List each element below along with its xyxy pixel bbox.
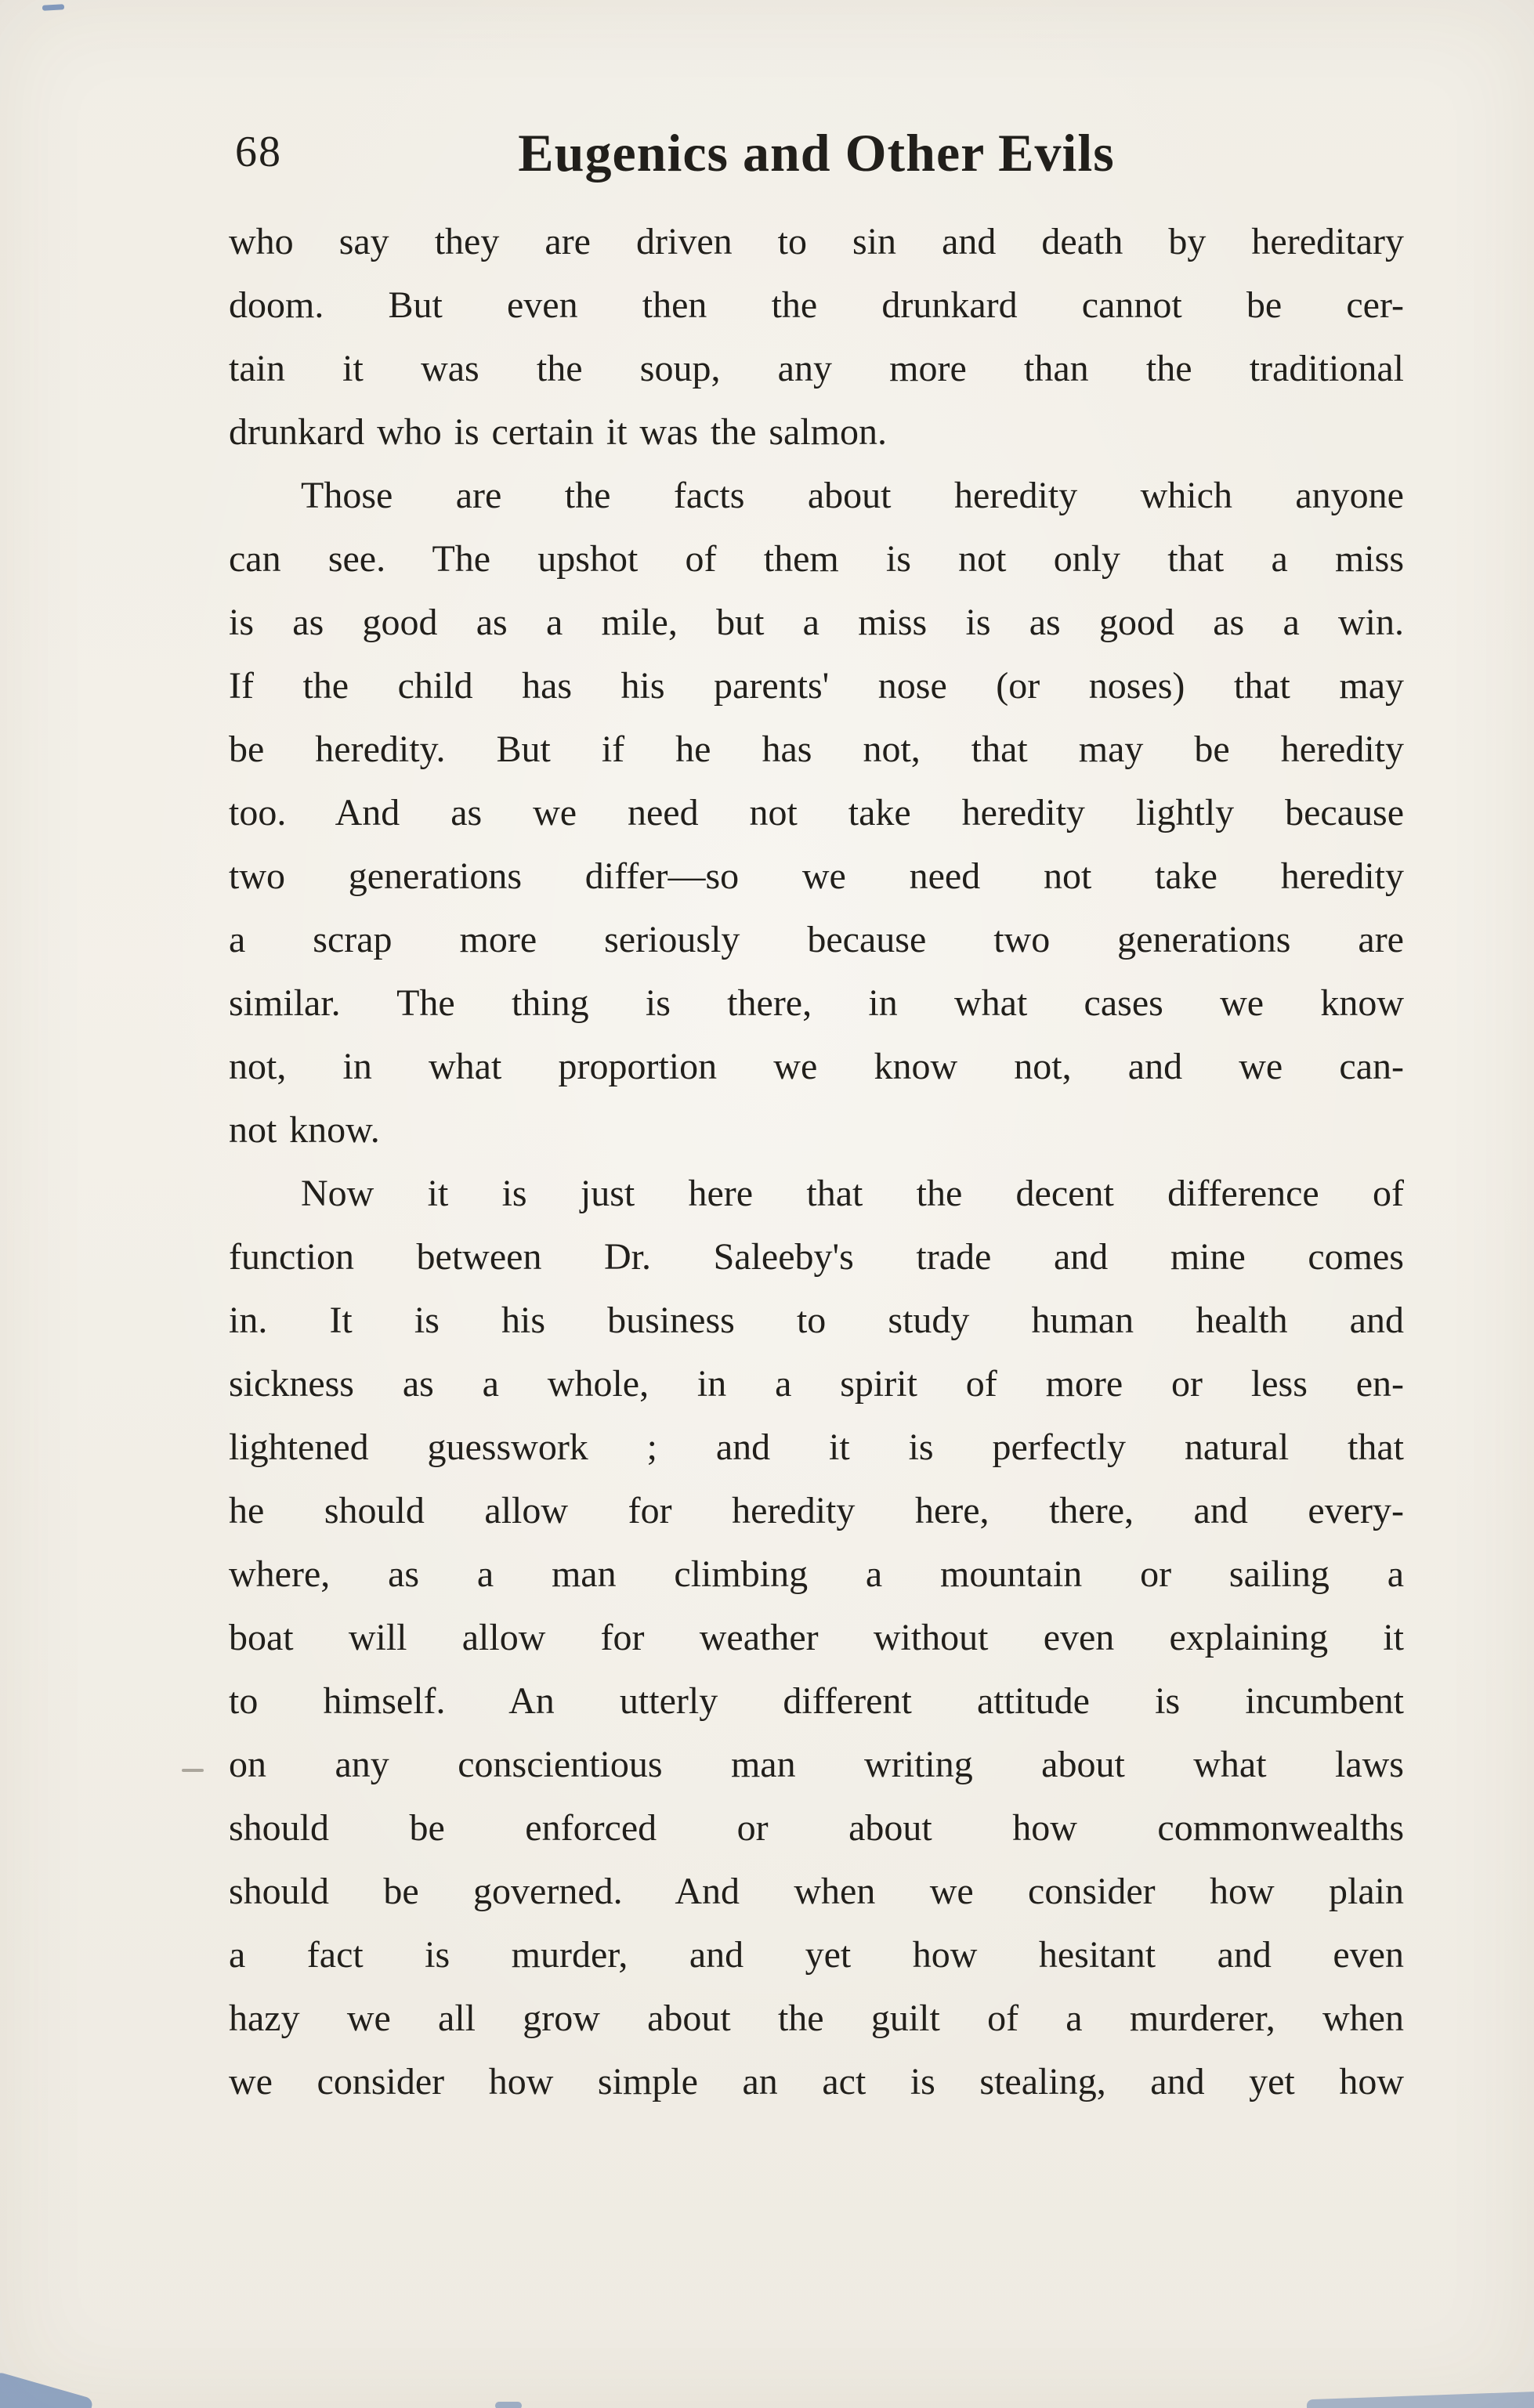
paragraph [229,464,1404,1162]
text-line: Those are the facts about heredity which anyone [301,475,1404,516]
text-line: boat will allow for weather without even explaining it [229,1617,1404,1658]
scan-mark-bottom-left [0,2371,94,2408]
paragraph [229,1162,1404,2113]
text-line: function between Dr. Saleeby's trade and mine comes [229,1236,1404,1278]
text-line: drunkard who is certain it was the salmon. [229,411,888,453]
text-line: If the child has his parents' nose (or noses) that may [229,665,1404,707]
text-line: should be governed. And when we consider how plain [229,1871,1404,1912]
text-line: be heredity. But if he has not, that may be heredity [229,729,1404,770]
text-line: we consider how simple an act is stealing, and yet how [229,2061,1404,2102]
text-line: should be enforced or about how commonwealths [229,1807,1404,1849]
text-line: not, in what proportion we know not, and we can- [229,1046,1404,1087]
text-line: doom. But even then the drunkard cannot be cer- [229,284,1404,326]
text-line: in. It is his business to study human health and [229,1300,1404,1341]
text-line: who say they are driven to sin and death by hereditary [229,221,1404,262]
scan-mark-bottom-center [495,2402,522,2408]
text-line: Now it is just here that the decent difference of [301,1173,1404,1214]
running-title: Eugenics and Other Evils [518,123,1115,183]
text-line: a fact is murder, and yet how hesitant and even [229,1934,1404,1976]
paragraph [229,210,1404,464]
text-line: too. And as we need not take heredity lightly because [229,792,1404,833]
text-line: lightened guesswork ; and it is perfectly natural that [229,1426,1404,1468]
text-column [229,116,1404,2113]
text-line: to himself. An utterly different attitude is incumbent [229,1680,1404,1722]
text-line: not know. [229,1109,380,1151]
scan-mark-bottom-right [1307,2392,1534,2408]
text-line: is as good as a mile, but a miss is as good as a win. [229,602,1404,643]
text-line: where, as a man climbing a mountain or sailing a [229,1553,1404,1595]
text-line: a scrap more seriously because two generations are [229,919,1404,960]
text-line: tain it was the soup, any more than the traditional [229,348,1404,389]
page-number: 68 [235,128,282,176]
text-line: two generations differ—so we need not take heredity [229,855,1404,897]
text-block [229,210,1404,2113]
running-header [229,116,1404,190]
text-line: he should allow for heredity here, there, and every- [229,1490,1404,1531]
text-line: similar. The thing is there, in what cases we know [229,982,1404,1024]
text-line: on any conscientious man writing about what laws [229,1744,1404,1785]
scan-mark-top-left [42,4,64,10]
text-line: can see. The upshot of them is not only that a miss [229,538,1404,580]
pencil-mark-left-margin [182,1769,204,1772]
text-line: sickness as a whole, in a spirit of more or less en- [229,1363,1404,1405]
text-line: hazy we all grow about the guilt of a murderer, when [229,1998,1404,2039]
